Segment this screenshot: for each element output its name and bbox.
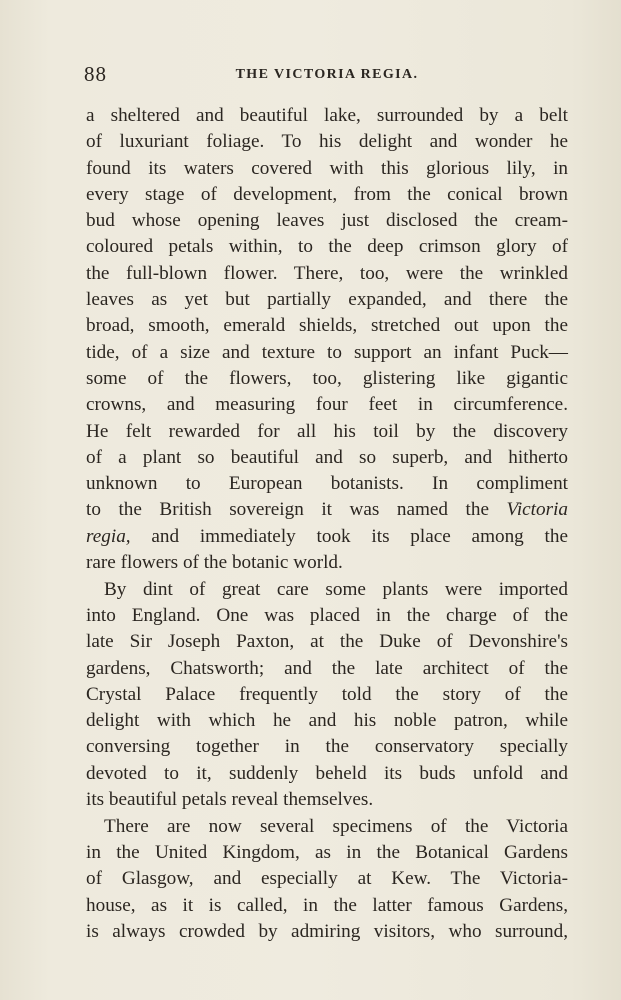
running-title: THE VICTORIA REGIA. [235, 67, 419, 82]
text-line: leaves as yet but partially expanded, and there the [86, 289, 568, 311]
text-line: rare flowers of the botanic world. [86, 552, 343, 574]
text-line: devoted to it, suddenly beheld its buds unfold and [86, 762, 568, 784]
text-line: delight with which he and his noble patron, while [86, 710, 568, 732]
text-line: Crystal Palace frequently told the story of the [86, 683, 568, 705]
text-line: bud whose opening leaves just disclosed the cream- [86, 210, 568, 232]
text-line: gardens, Chatsworth; and the late architect of the [86, 657, 568, 679]
text-line: is always crowded by admiring visitors, who surround, [86, 920, 568, 942]
text-line: into England. One was placed in the charge of the [86, 604, 568, 626]
text-line: tide, of a size and texture to support an infant Puck— [86, 341, 568, 363]
text-line: By dint of great care some plants were imported [104, 578, 568, 600]
text-line: There are now several specimens of the Victoria [104, 815, 568, 837]
text-line: late Sir Joseph Paxton, at the Duke of Devonshire's [86, 631, 568, 653]
text-line: found its waters covered with this glorious lily, in [86, 157, 568, 179]
text-line: a sheltered and beautiful lake, surrounded by a belt [86, 105, 568, 126]
text-line: coloured petals within, to the deep crimson glory of [86, 236, 568, 258]
text-line: crowns, and measuring four feet in circumference. [86, 394, 568, 416]
text-line: He felt rewarded for all his toil by the discovery [86, 420, 568, 442]
text-line: every stage of development, from the conical brown [86, 183, 568, 205]
text-line: of luxuriant foliage. To his delight and wonder he [86, 131, 568, 153]
text-line: in the United Kingdom, as in the Botanical Gardens [86, 841, 568, 863]
italic-word: regia, [86, 525, 131, 547]
page-number: 88 [84, 62, 107, 86]
text-line: of a plant so beautiful and so superb, and hitherto [86, 446, 568, 468]
text-line: some of the flowers, too, glistering like gigantic [86, 367, 568, 389]
body-text [86, 103, 568, 945]
text-line [86, 524, 568, 550]
text-line: unknown to European botanists. In compliment [86, 473, 568, 495]
text-line: of Glasgow, and especially at Kew. The Victoria- [86, 868, 568, 890]
text-line: the full-blown flower. There, too, were the wrinkled [86, 262, 568, 284]
text-line: house, as it is called, in the latter famous Gardens, [86, 894, 568, 916]
text-fragment: to the British sovereign it was named the [86, 499, 507, 521]
text-line: its beautiful petals reveal themselves. [86, 789, 374, 811]
text-fragment: and immediately took its place among the [130, 525, 568, 547]
running-head [84, 62, 570, 90]
italic-word: Victoria [506, 499, 568, 521]
text-line [86, 497, 568, 523]
text-line: broad, smooth, emerald shields, stretched out upon the [86, 315, 568, 337]
text-line: conversing together in the conservatory specially [86, 736, 568, 758]
